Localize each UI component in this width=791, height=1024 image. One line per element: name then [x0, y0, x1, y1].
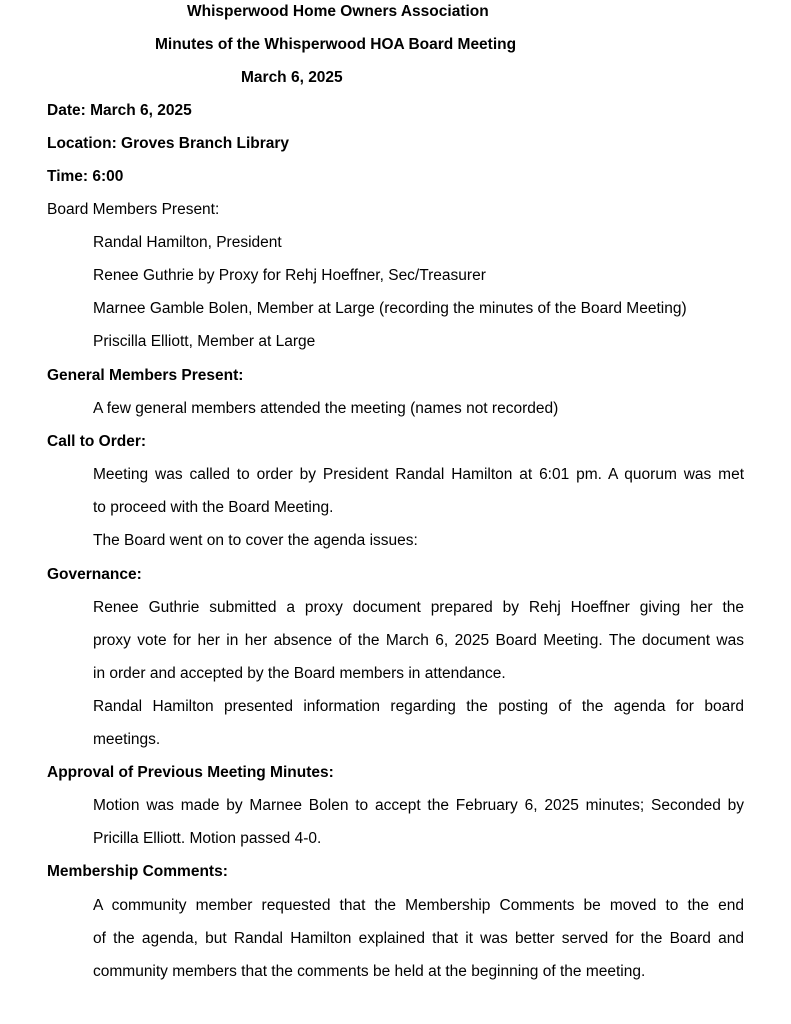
- board-member: Marnee Gamble Bolen, Member at Large (recording the minutes of the Board Meeting): [93, 300, 687, 317]
- membership-comments-line: A community member requested that the Membership Comments be moved to the end: [93, 897, 744, 914]
- general-members-text: A few general members attended the meeting (names not recorded): [93, 400, 559, 417]
- board-member: Priscilla Elliott, Member at Large: [93, 333, 316, 350]
- board-members-heading: Board Members Present:: [47, 201, 220, 218]
- board-member: Randal Hamilton, President: [93, 234, 282, 251]
- document-date: March 6, 2025: [241, 69, 343, 86]
- call-to-order-line: Meeting was called to order by President Randal Hamilton at 6:01 pm. A quorum was met: [93, 466, 744, 483]
- document-title: Minutes of the Whisperwood HOA Board Meeting: [155, 36, 517, 53]
- governance-para1-line: proxy vote for her in her absence of the March 6, 2025 Board Meeting. The document was: [93, 632, 744, 649]
- governance-para2-line: meetings.: [93, 731, 161, 748]
- governance-para1-line: Renee Guthrie submitted a proxy document prepared by Rehj Hoeffner giving her the: [93, 599, 744, 616]
- approval-heading: Approval of Previous Meeting Minutes:: [47, 764, 334, 781]
- governance-heading: Governance:: [47, 566, 142, 583]
- membership-comments-line: community members that the comments be held at the beginning of the meeting.: [93, 963, 646, 980]
- general-members-heading: General Members Present:: [47, 367, 244, 384]
- governance-para2-line: Randal Hamilton presented information regarding the posting of the agenda for board: [93, 698, 744, 715]
- location-line: Location: Groves Branch Library: [47, 135, 290, 152]
- membership-comments-heading: Membership Comments:: [47, 863, 228, 880]
- board-member: Renee Guthrie by Proxy for Rehj Hoeffner, Sec/Treasurer: [93, 267, 486, 284]
- call-to-order-line: to proceed with the Board Meeting.: [93, 499, 334, 516]
- call-to-order-heading: Call to Order:: [47, 433, 147, 450]
- approval-line: Pricilla Elliott. Motion passed 4-0.: [93, 830, 322, 847]
- time-line: Time: 6:00: [47, 168, 124, 185]
- org-name: Whisperwood Home Owners Association: [187, 3, 489, 20]
- call-to-order-text2: The Board went on to cover the agenda issues:: [93, 532, 418, 549]
- approval-line: Motion was made by Marnee Bolen to accept the February 6, 2025 minutes; Seconded by: [93, 797, 744, 814]
- governance-para1-line: in order and accepted by the Board members in attendance.: [93, 665, 506, 682]
- date-line: Date: March 6, 2025: [47, 102, 192, 119]
- membership-comments-line: of the agenda, but Randal Hamilton explained that it was better served for the Board and: [93, 930, 744, 947]
